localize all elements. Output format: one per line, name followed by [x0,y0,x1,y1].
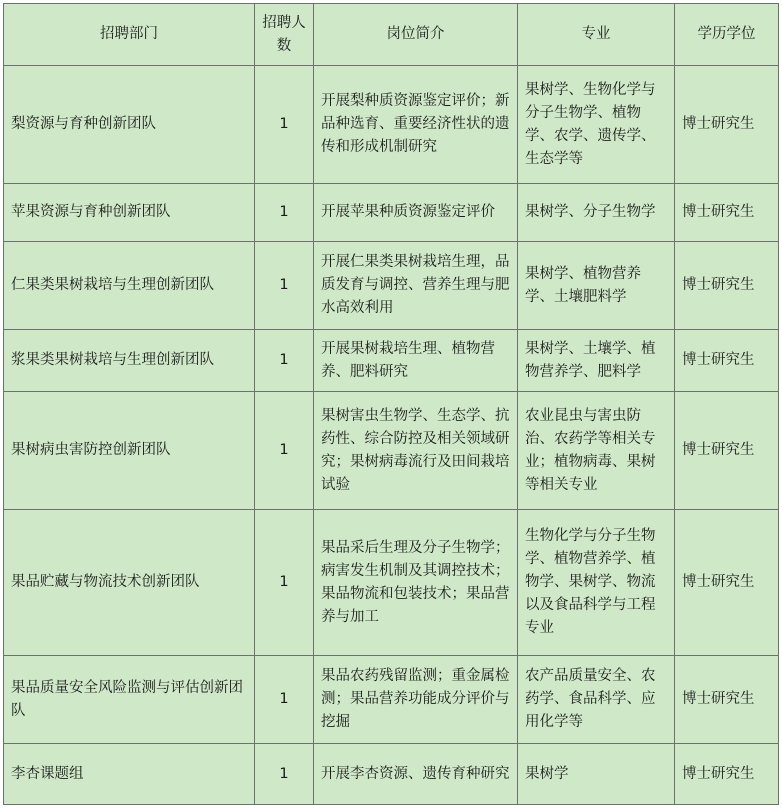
cell-count: 1 [255,656,314,744]
cell-major: 生物化学与分子生物学、植物营养学、植物学、果树学、物流以及食品科学与工程专业 [518,510,675,656]
table-row [4,242,779,330]
header-introduction: 岗位简介 [314,4,518,66]
table-row [4,184,779,242]
cell-major: 果树学 [518,744,675,805]
cell-degree: 博士研究生 [675,392,779,510]
cell-count: 1 [255,66,314,184]
cell-count: 1 [255,392,314,510]
cell-degree: 博士研究生 [675,66,779,184]
cell-introduction: 开展李杏资源、遗传育种研究 [314,744,518,805]
cell-count: 1 [255,184,314,242]
cell-department: 李杏课题组 [4,744,255,805]
cell-department: 苹果资源与育种创新团队 [4,184,255,242]
cell-department: 果品质量安全风险监测与评估创新团队 [4,656,255,744]
cell-degree: 博士研究生 [675,510,779,656]
cell-introduction: 果树害虫生物学、生态学、抗药性、综合防控及相关领域研究；果树病毒流行及田间栽培试验 [314,392,518,510]
cell-department: 仁果类果树栽培与生理创新团队 [4,242,255,330]
cell-count: 1 [255,744,314,805]
cell-degree: 博士研究生 [675,656,779,744]
cell-department: 梨资源与育种创新团队 [4,66,255,184]
table-row [4,656,779,744]
cell-introduction: 果品采后生理及分子生物学；病害发生机制及其调控技术；果品物流和包装技术；果品营养与加工 [314,510,518,656]
cell-degree: 博士研究生 [675,184,779,242]
cell-count: 1 [255,242,314,330]
cell-degree: 博士研究生 [675,330,779,392]
table-row [4,330,779,392]
cell-introduction: 开展果树栽培生理、植物营养、肥料研究 [314,330,518,392]
cell-count: 1 [255,510,314,656]
table-row [4,510,779,656]
cell-introduction: 开展梨种质资源鉴定评价；新品种选育、重要经济性状的遗传和形成机制研究 [314,66,518,184]
cell-department: 浆果类果树栽培与生理创新团队 [4,330,255,392]
table-row [4,744,779,805]
cell-major: 农业昆虫与害虫防治、农药学等相关专业；植物病毒、果树等相关专业 [518,392,675,510]
cell-count: 1 [255,330,314,392]
cell-department: 果品贮藏与物流技术创新团队 [4,510,255,656]
header-department: 招聘部门 [4,4,255,66]
cell-introduction: 开展仁果类果树栽培生理，品质发育与调控、营养生理与肥水高效利用 [314,242,518,330]
cell-degree: 博士研究生 [675,744,779,805]
cell-degree: 博士研究生 [675,242,779,330]
header-row [4,4,779,66]
header-major: 专业 [518,4,675,66]
table-row [4,66,779,184]
cell-introduction: 果品农药残留监测；重金属检测；果品营养功能成分评价与挖掘 [314,656,518,744]
cell-department: 果树病虫害防控创新团队 [4,392,255,510]
cell-major: 果树学、植物营养学、土壤肥料学 [518,242,675,330]
cell-introduction: 开展苹果种质资源鉴定评价 [314,184,518,242]
recruitment-table [3,3,779,805]
header-degree: 学历学位 [675,4,779,66]
cell-major: 农产品质量安全、农药学、食品科学、应用化学等 [518,656,675,744]
header-count: 招聘人数 [255,4,314,66]
cell-major: 果树学、土壤学、植物营养学、肥料学 [518,330,675,392]
cell-major: 果树学、分子生物学 [518,184,675,242]
cell-major: 果树学、生物化学与分子生物学、植物学、农学、遗传学、生态学等 [518,66,675,184]
table-row [4,392,779,510]
